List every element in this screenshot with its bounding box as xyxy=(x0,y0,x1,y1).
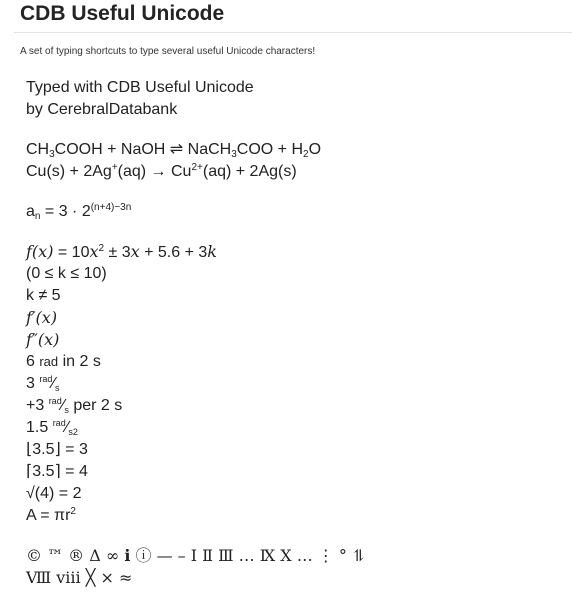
area-a: A = πr xyxy=(26,507,71,524)
eq1-part-c: COO + H xyxy=(236,141,304,158)
first-derivative: f′(x) xyxy=(26,308,58,327)
area-sup: 2 xyxy=(70,506,76,517)
eq1-sub-b: 3 xyxy=(231,149,237,160)
symbol-line-1: © ™ ® Δ ∞ ℹ ⓘ — – Ⅰ Ⅱ Ⅲ … Ⅸ Ⅹ … ⋮ ° ⥮ xyxy=(26,546,366,565)
ceil-expression: ⌈3.5⌉ = 4 xyxy=(26,463,88,480)
function-formula xyxy=(26,241,576,263)
symbol-line-2: Ⅷ ⅷ ╳ × ≈ xyxy=(26,568,133,587)
page-subtitle: A set of typing shortcuts to type several useful Unicode characters! xyxy=(20,46,316,57)
seq-sup: (n+4)−3n xyxy=(90,202,132,213)
fx-e: x xyxy=(130,242,140,261)
plusrad-num: rad xyxy=(48,396,62,406)
fx-a: f(x) xyxy=(26,242,54,261)
floor-expression: ⌊3.5⌋ = 3 xyxy=(26,441,88,458)
radps-num: rad xyxy=(39,374,53,384)
plusrad-a: +3 xyxy=(26,397,49,414)
title-divider xyxy=(14,32,572,33)
rad-a: 6 xyxy=(26,353,40,370)
radps2-den: s xyxy=(68,427,73,437)
credit-line-1: Typed with CDB Useful Unicode xyxy=(26,79,254,96)
fx-b: = 10 xyxy=(53,244,90,261)
fx-c: x xyxy=(89,242,99,261)
radps-den: s xyxy=(55,383,60,393)
eq1-sub-c: 2 xyxy=(303,149,309,160)
eq2-sup-b: 2+ xyxy=(191,162,203,173)
eq2-part-c: (aq) + 2Ag(s) xyxy=(202,163,297,180)
eq1-part-d: O xyxy=(308,141,322,158)
chemical-equation-2 xyxy=(26,161,576,183)
eq1-part-b: COOH + NaOH ⇌ NaCH xyxy=(54,141,232,158)
eq2-part-a: Cu(s) + 2Ag xyxy=(26,163,112,180)
plusrad-e: per 2 s xyxy=(68,397,123,414)
eq2-part-b: (aq) → Cu xyxy=(117,163,192,180)
radps2-a: 1.5 xyxy=(26,419,53,436)
radps2-slash: ⁄ xyxy=(65,419,69,436)
fx-sup: 2 xyxy=(98,243,105,254)
second-derivative: f″(x) xyxy=(26,330,60,349)
radps-slash: ⁄ xyxy=(52,375,56,392)
radians-per-second xyxy=(26,373,576,395)
document-body xyxy=(26,77,576,589)
seq-a: a xyxy=(26,203,35,220)
page-title: CDB Useful Unicode xyxy=(20,2,225,25)
credit-line-2: by CerebralDatabank xyxy=(26,101,178,118)
radps2-exp: 2 xyxy=(72,427,78,437)
plusrad-slash: ⁄ xyxy=(61,397,65,414)
radps2-num: rad xyxy=(52,418,66,428)
chemical-equation-1 xyxy=(26,139,576,161)
circle-area-formula xyxy=(26,505,576,527)
fx-g: k xyxy=(207,242,217,261)
plus-radians-per-second xyxy=(26,395,576,417)
seq-sub: n xyxy=(34,211,41,222)
not-equal: k ≠ 5 xyxy=(26,287,61,304)
eq2-sup-a: + xyxy=(111,162,118,173)
plusrad-den: s xyxy=(64,405,69,415)
eq1-sub-a: 3 xyxy=(49,149,55,160)
eq1-part-a: CH xyxy=(26,141,50,158)
fx-f: + 5.6 + 3 xyxy=(139,244,208,261)
radps-a: 3 xyxy=(26,375,40,392)
sequence-formula xyxy=(26,201,576,223)
range-inequality: (0 ≤ k ≤ 10) xyxy=(26,265,107,282)
rad-unit: rad xyxy=(39,354,59,369)
sqrt-expression: √(4) = 2 xyxy=(26,485,82,502)
fx-d: ± 3 xyxy=(104,244,131,261)
seq-b: = 3 · 2 xyxy=(40,203,91,220)
rad-c: in 2 s xyxy=(58,353,101,370)
radians-per-second-squared xyxy=(26,417,576,439)
radians-line xyxy=(26,351,576,373)
